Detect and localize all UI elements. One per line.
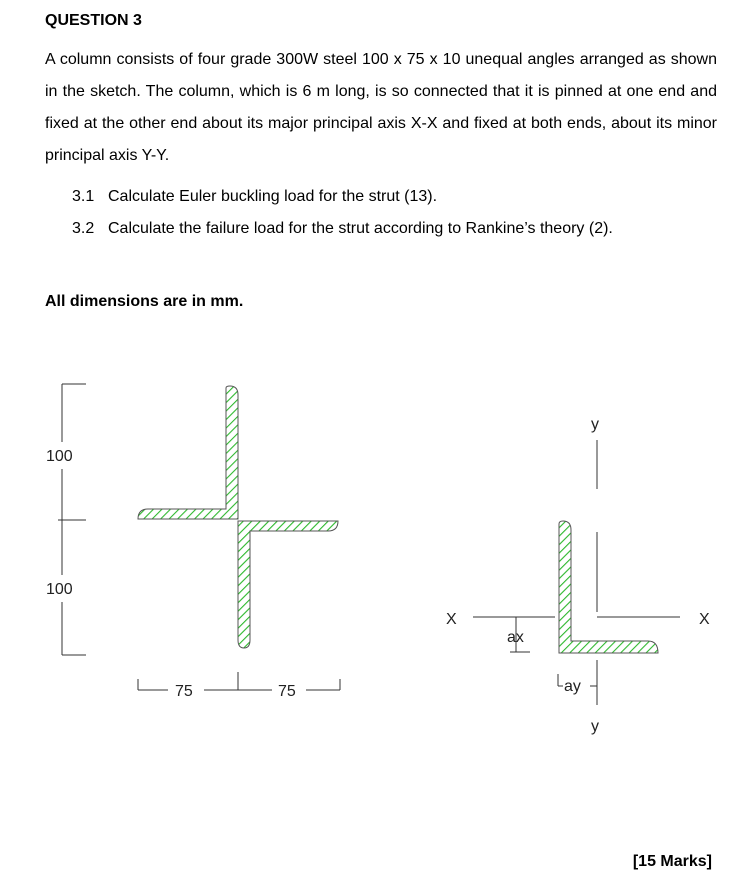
dim-height-upper: 100 xyxy=(46,448,73,465)
angle-top-left xyxy=(138,386,238,519)
axis-y-top-label: y xyxy=(591,416,599,433)
sub-question-number: 3.2 xyxy=(72,220,95,237)
compound-angle-section xyxy=(138,386,338,648)
question-title: QUESTION 3 xyxy=(45,12,142,29)
total-marks: [15 Marks] xyxy=(632,853,712,870)
dimensions-note: All dimensions are in mm. xyxy=(45,293,244,310)
dim-width-right: 75 xyxy=(278,683,296,700)
sub-question-text: Calculate the failure load for the strut according to Rankine’s theory (2). xyxy=(108,220,613,237)
axis-y-bottom-label: y xyxy=(591,718,599,735)
sub-question-number: 3.1 xyxy=(72,188,95,205)
angle-bottom-right xyxy=(238,521,338,648)
principal-axes xyxy=(473,440,680,705)
question-body: A column consists of four grade 300W steel 100 x 75 x 10 unequal angles arranged as shown in the sketch. The column, which is 6 m long, is so connected that it is pinned at one end and fixed at the other end about its major principal axis X-X and fixed at both ends, about its minor principal axis Y-Y. xyxy=(45,51,717,164)
sub-question-text: Calculate Euler buckling load for the strut (13). xyxy=(108,188,438,205)
dim-width-left: 75 xyxy=(175,683,193,700)
dim-height-lower: 100 xyxy=(46,581,73,598)
dim-ax-label: ax xyxy=(507,629,524,646)
vertical-dimension xyxy=(58,384,86,655)
axis-x-left-label: X xyxy=(446,611,457,628)
axis-x-right-label: X xyxy=(699,611,710,628)
dim-ay-label: ay xyxy=(564,678,581,695)
single-angle-section xyxy=(559,521,658,653)
horizontal-dimension xyxy=(138,672,340,690)
single-angle xyxy=(559,521,658,653)
